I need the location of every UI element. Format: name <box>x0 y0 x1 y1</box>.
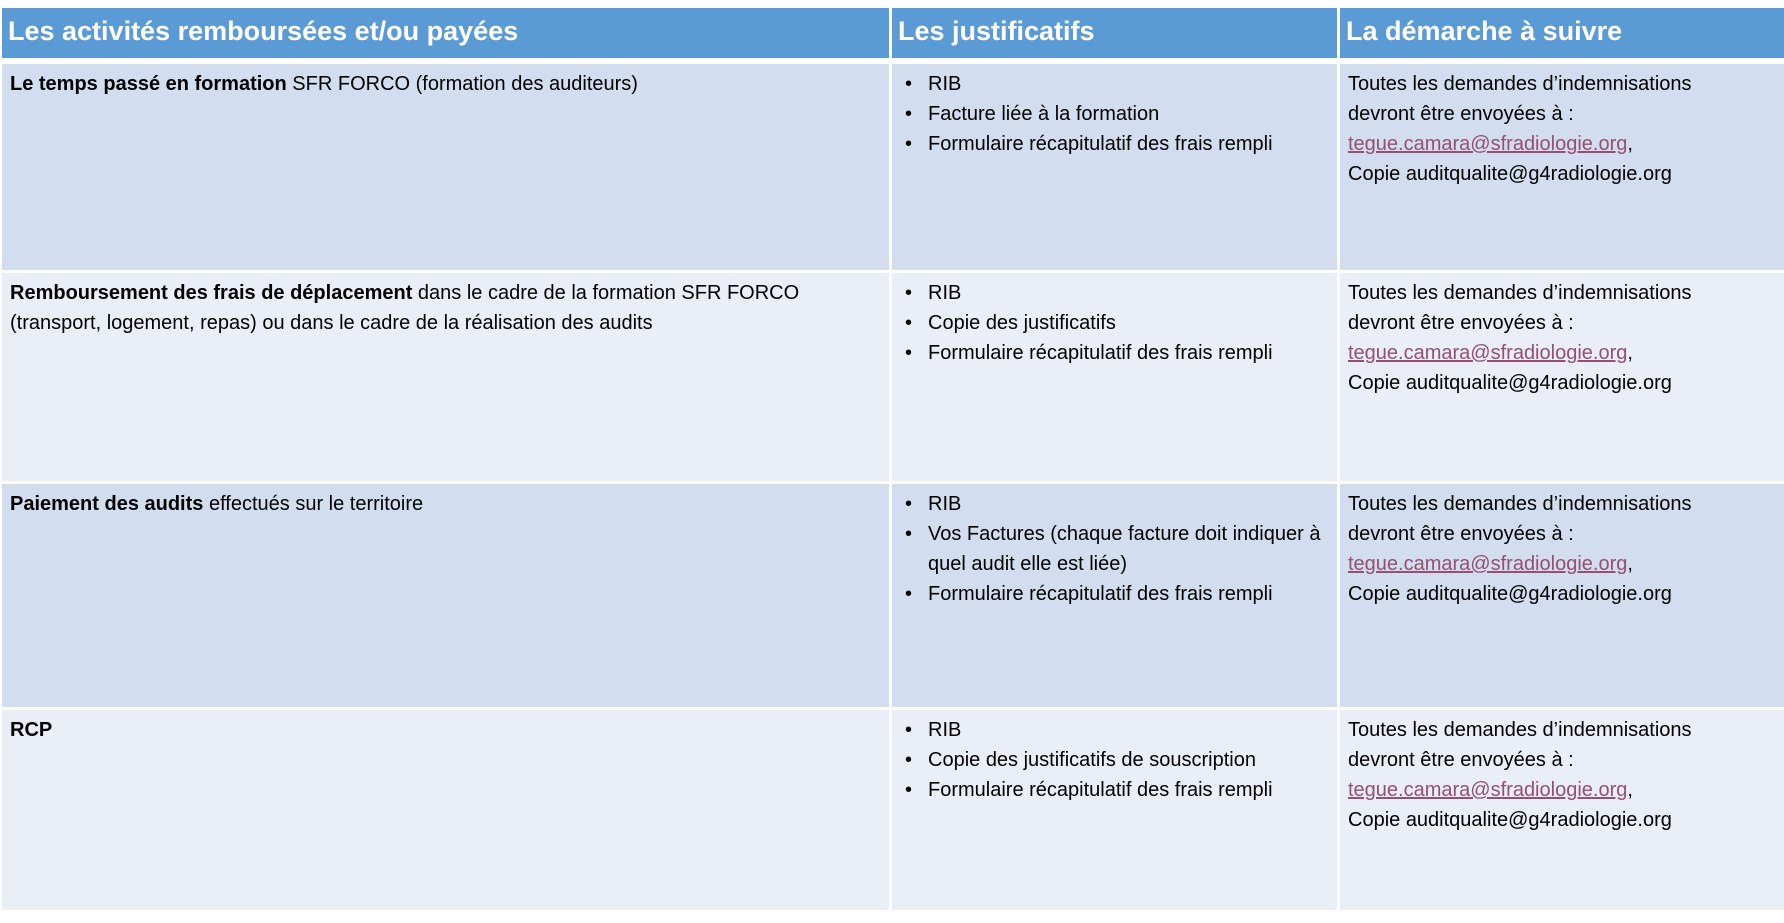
justificatif-item: • Formulaire récapitulatif des frais rempli <box>900 579 1329 609</box>
email-link[interactable]: tegue.camara@sfradiologie.org <box>1348 133 1628 155</box>
comma: , <box>1627 779 1633 801</box>
email-link[interactable]: tegue.camara@sfradiologie.org <box>1348 342 1628 364</box>
justificatif-item: • Formulaire récapitulatif des frais rempli <box>900 129 1329 159</box>
activity-description: SFR FORCO (formation des auditeurs) <box>286 73 638 95</box>
justificatif-item: • RIB <box>900 715 1329 745</box>
activity-title: Paiement des audits <box>10 493 204 515</box>
demarche-cell <box>1340 710 1784 913</box>
email-link[interactable]: tegue.camara@sfradiologie.org <box>1348 779 1628 801</box>
activity-cell <box>2 710 892 913</box>
justificatifs-list <box>900 489 1329 609</box>
comma: , <box>1627 133 1633 155</box>
justificatif-item: • RIB <box>900 278 1329 308</box>
header-demarche: La démarche à suivre <box>1340 8 1784 64</box>
demarche-cell <box>1340 484 1784 710</box>
demarche-cell <box>1340 273 1784 484</box>
demarche-copie: Copie auditqualite@g4radiologie.org <box>1348 372 1672 394</box>
activity-cell <box>2 484 892 710</box>
demarche-intro: Toutes les demandes d’indemnisations devront être envoyées à : <box>1348 282 1692 334</box>
justificatif-item: • Formulaire récapitulatif des frais rempli <box>900 338 1329 368</box>
justificatif-item: • Vos Factures (chaque facture doit indiquer à quel audit elle est liée) <box>900 519 1329 579</box>
demarche-copie: Copie auditqualite@g4radiologie.org <box>1348 163 1672 185</box>
justificatifs-cell <box>892 484 1340 710</box>
header-justificatifs: Les justificatifs <box>892 8 1340 64</box>
justificatif-item: • Formulaire récapitulatif des frais rempli <box>900 775 1329 805</box>
demarche-cell <box>1340 64 1784 273</box>
demarche-intro: Toutes les demandes d’indemnisations devront être envoyées à : <box>1348 73 1692 125</box>
header-activities: Les activités remboursées et/ou payées <box>2 8 892 64</box>
demarche-copie: Copie auditqualite@g4radiologie.org <box>1348 583 1672 605</box>
activity-cell <box>2 273 892 484</box>
activity-cell <box>2 64 892 273</box>
demarche-intro: Toutes les demandes d’indemnisations devront être envoyées à : <box>1348 493 1692 545</box>
justificatif-item: • Copie des justificatifs <box>900 308 1329 338</box>
justificatif-item: • Facture liée à la formation <box>900 99 1329 129</box>
justificatifs-list <box>900 278 1329 368</box>
justificatif-item: • Copie des justificatifs de souscription <box>900 745 1329 775</box>
justificatifs-cell <box>892 273 1340 484</box>
comma: , <box>1627 342 1633 364</box>
activity-description: dans le cadre de la formation SFR FORCO (transport, logement, repas) ou dans le cadre de la réalisation des audits <box>10 282 800 334</box>
email-link[interactable]: tegue.camara@sfradiologie.org <box>1348 553 1628 575</box>
reimbursement-table <box>2 8 1784 913</box>
activity-title: Le temps passé en formation <box>10 73 287 95</box>
justificatifs-cell <box>892 710 1340 913</box>
comma: , <box>1627 553 1633 575</box>
demarche-intro: Toutes les demandes d’indemnisations devront être envoyées à : <box>1348 719 1692 771</box>
demarche-copie: Copie auditqualite@g4radiologie.org <box>1348 809 1672 831</box>
justificatif-item: • RIB <box>900 69 1329 99</box>
activity-title: RCP <box>10 719 53 741</box>
activity-description: effectués sur le territoire <box>203 493 424 515</box>
activity-title: Remboursement des frais de déplacement <box>10 282 413 304</box>
justificatifs-list <box>900 69 1329 159</box>
justificatif-item: • RIB <box>900 489 1329 519</box>
justificatifs-cell <box>892 64 1340 273</box>
justificatifs-list <box>900 715 1329 805</box>
